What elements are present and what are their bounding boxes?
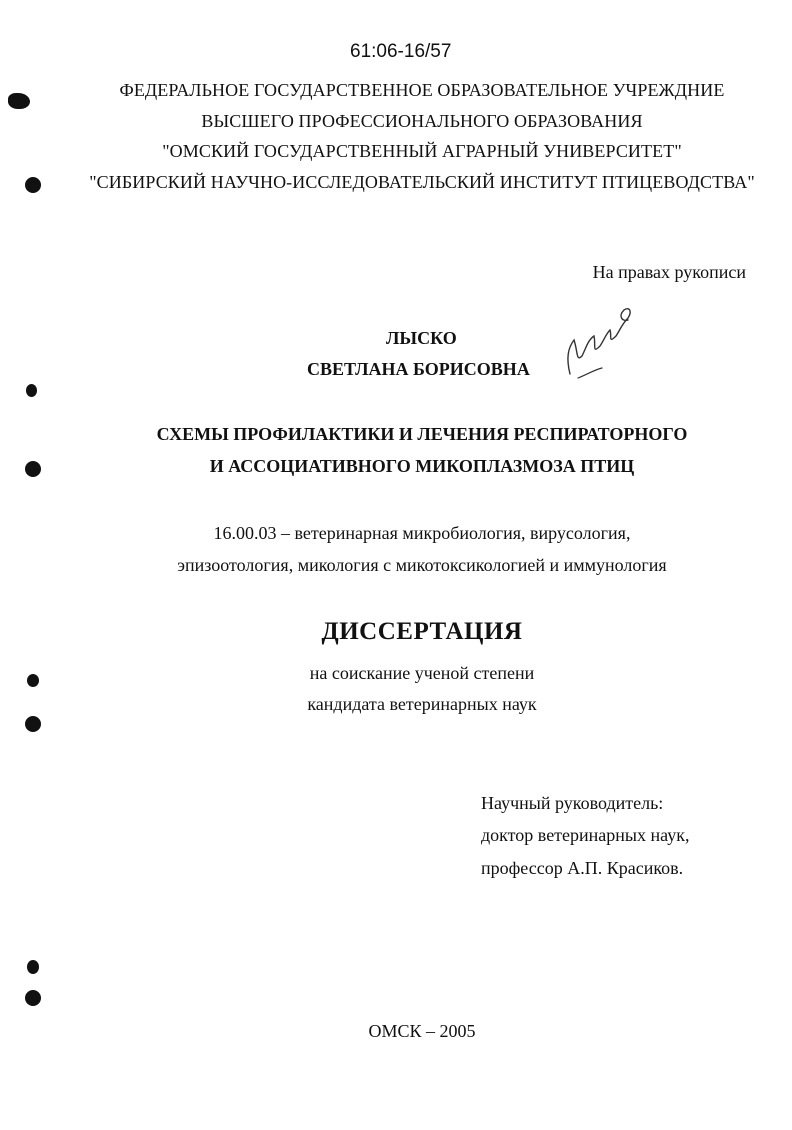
punch-hole [25,716,41,732]
document-type: ДИССЕРТАЦИЯ [321,618,523,645]
city-year: ОМСК – 2005 [368,1021,476,1041]
punch-hole [25,461,41,477]
signature-icon [548,296,638,386]
punch-hole [25,177,41,193]
title-line-1: СХЕМЫ ПРОФИЛАКТИКИ И ЛЕЧЕНИЯ РЕСПИРАТОРНОГО [156,424,688,444]
archive-code: 61:06-16/57 [350,41,452,62]
supervisor-degree: доктор ветеринарных наук, [481,825,690,845]
punch-hole [25,990,41,1006]
title-line-2: И АССОЦИАТИВНОГО МИКОПЛАЗМОЗА ПТИЦ [209,456,635,476]
supervisor-label: Научный руководитель: [481,793,664,813]
punch-hole [27,674,39,687]
degree-line-2: кандидата ветеринарных наук [307,694,537,714]
author-surname: ЛЫСКО [386,328,457,348]
specialty-line-1: 16.00.03 – ветеринарная микробиология, вирусология, [213,523,631,543]
header-line-3: "ОМСКИЙ ГОСУДАРСТВЕННЫЙ АГРАРНЫЙ УНИВЕРСИТЕТ" [162,141,682,161]
punch-hole [27,960,39,974]
header-line-4: "СИБИРСКИЙ НАУЧНО-ИССЛЕДОВАТЕЛЬСКИЙ ИНСТИТУТ ПТИЦЕВОДСТВА" [89,172,755,192]
author-name: СВЕТЛАНА БОРИСОВНА [307,359,530,379]
header-line-2: ВЫСШЕГО ПРОФЕССИОНАЛЬНОГО ОБРАЗОВАНИЯ [201,111,643,131]
supervisor-name: профессор А.П. Красиков. [481,858,684,878]
manuscript-rights: На правах рукописи [592,262,746,282]
header-line-1: ФЕДЕРАЛЬНОЕ ГОСУДАРСТВЕННОЕ ОБРАЗОВАТЕЛЬНОЕ УЧРЕЖДНИЕ [119,80,725,100]
specialty-line-2: эпизоотология, микология с микотоксикологией и иммунология [177,555,667,575]
degree-line-1: на соискание ученой степени [309,663,535,683]
punch-hole [26,384,37,397]
punch-hole-mark [8,93,30,109]
